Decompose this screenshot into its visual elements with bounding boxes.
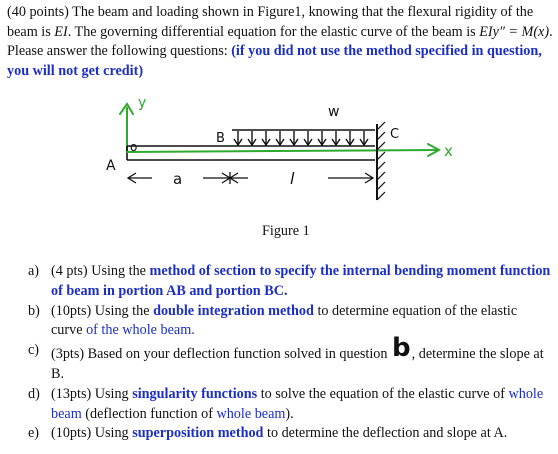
question-text: to determine the deflection and slope at A.	[263, 425, 508, 442]
span-l-label: l	[290, 169, 295, 188]
x-axis-line	[127, 150, 438, 152]
question-text: method of section to specify the internal bending moment function of beam in portion AB and portion BC.	[51, 263, 551, 299]
load-arrow	[318, 131, 326, 145]
x-axis-label: x	[444, 142, 453, 160]
question-item	[28, 333, 552, 385]
intro-text-2: . The governing differential equation for the elastic curve of the beam is	[67, 23, 480, 40]
load-arrow	[262, 131, 270, 145]
question-text: (10pts) Using the	[51, 302, 154, 319]
question-text: whole beam	[216, 405, 286, 422]
question-item	[28, 302, 552, 342]
beam-figure	[100, 88, 470, 218]
question-text: (10pts) Using	[51, 425, 133, 442]
question-text: (4 pts) Using the	[51, 263, 150, 279]
load-label: w	[328, 104, 340, 120]
question-text: to determine equation of the elastic curve	[51, 302, 518, 339]
load-arrow	[276, 131, 284, 145]
load-arrow	[248, 131, 256, 145]
distributed-load	[216, 104, 375, 146]
question-label: d)	[28, 385, 40, 402]
fixed-support	[377, 122, 399, 200]
figure-caption: Figure 1	[262, 223, 310, 239]
question-label: c)	[28, 342, 40, 359]
point-b-label: B	[216, 131, 225, 146]
question-text: double integration method	[153, 302, 314, 319]
beam	[127, 146, 375, 160]
question-text: to solve the equation of the elastic curve of	[257, 385, 509, 402]
question-text: , determine the slope at B.	[51, 346, 544, 382]
question-label: b)	[28, 302, 40, 319]
question-text: ).	[285, 405, 294, 422]
load-arrow	[346, 131, 354, 145]
point-c-label: C	[390, 127, 400, 142]
intro-text-1: (40 points) The beam and loading shown in Figure1, knowing that the flexural rigidity of the beam is	[7, 4, 534, 40]
handwritten-question-ref: b	[392, 333, 411, 364]
origin-label: o	[130, 140, 138, 154]
question-label: e)	[28, 425, 40, 442]
question-text: (13pts) Using	[51, 385, 133, 402]
credit-warning: (if you did not use the method specified in question, you will not get credit)	[7, 43, 542, 79]
load-arrows	[234, 131, 368, 145]
x-axis	[127, 142, 453, 160]
span-a-label: a	[173, 170, 183, 188]
question-text: singularity functions	[132, 385, 258, 402]
wall-hatching	[377, 122, 385, 200]
question-text: (3pts) Based on your deflection function solved in question	[51, 346, 392, 363]
y-axis-label: y	[138, 95, 147, 111]
question-item	[28, 385, 552, 425]
load-arrow	[360, 131, 368, 145]
question-text: whole beam	[51, 385, 544, 422]
dimension-lines	[128, 172, 373, 184]
load-arrow	[304, 131, 312, 145]
flexural-rigidity-symbol: EI	[54, 23, 68, 40]
question-text: of the whole beam.	[86, 322, 195, 339]
load-arrow	[332, 131, 340, 145]
question-text: (deflection function of	[81, 405, 217, 422]
question-item	[28, 424, 552, 444]
load-arrow	[234, 131, 242, 145]
question-text: superposition method	[132, 425, 264, 442]
problem-statement	[7, 3, 555, 81]
governing-equation: EIy″ = M(x)	[479, 23, 550, 40]
intro-text-3: . Please answer the following questions:	[7, 23, 553, 60]
question-item	[28, 262, 552, 302]
point-a-label: A	[106, 158, 116, 174]
question-list	[28, 262, 552, 444]
question-label: a)	[28, 263, 40, 279]
load-arrow	[290, 131, 298, 145]
